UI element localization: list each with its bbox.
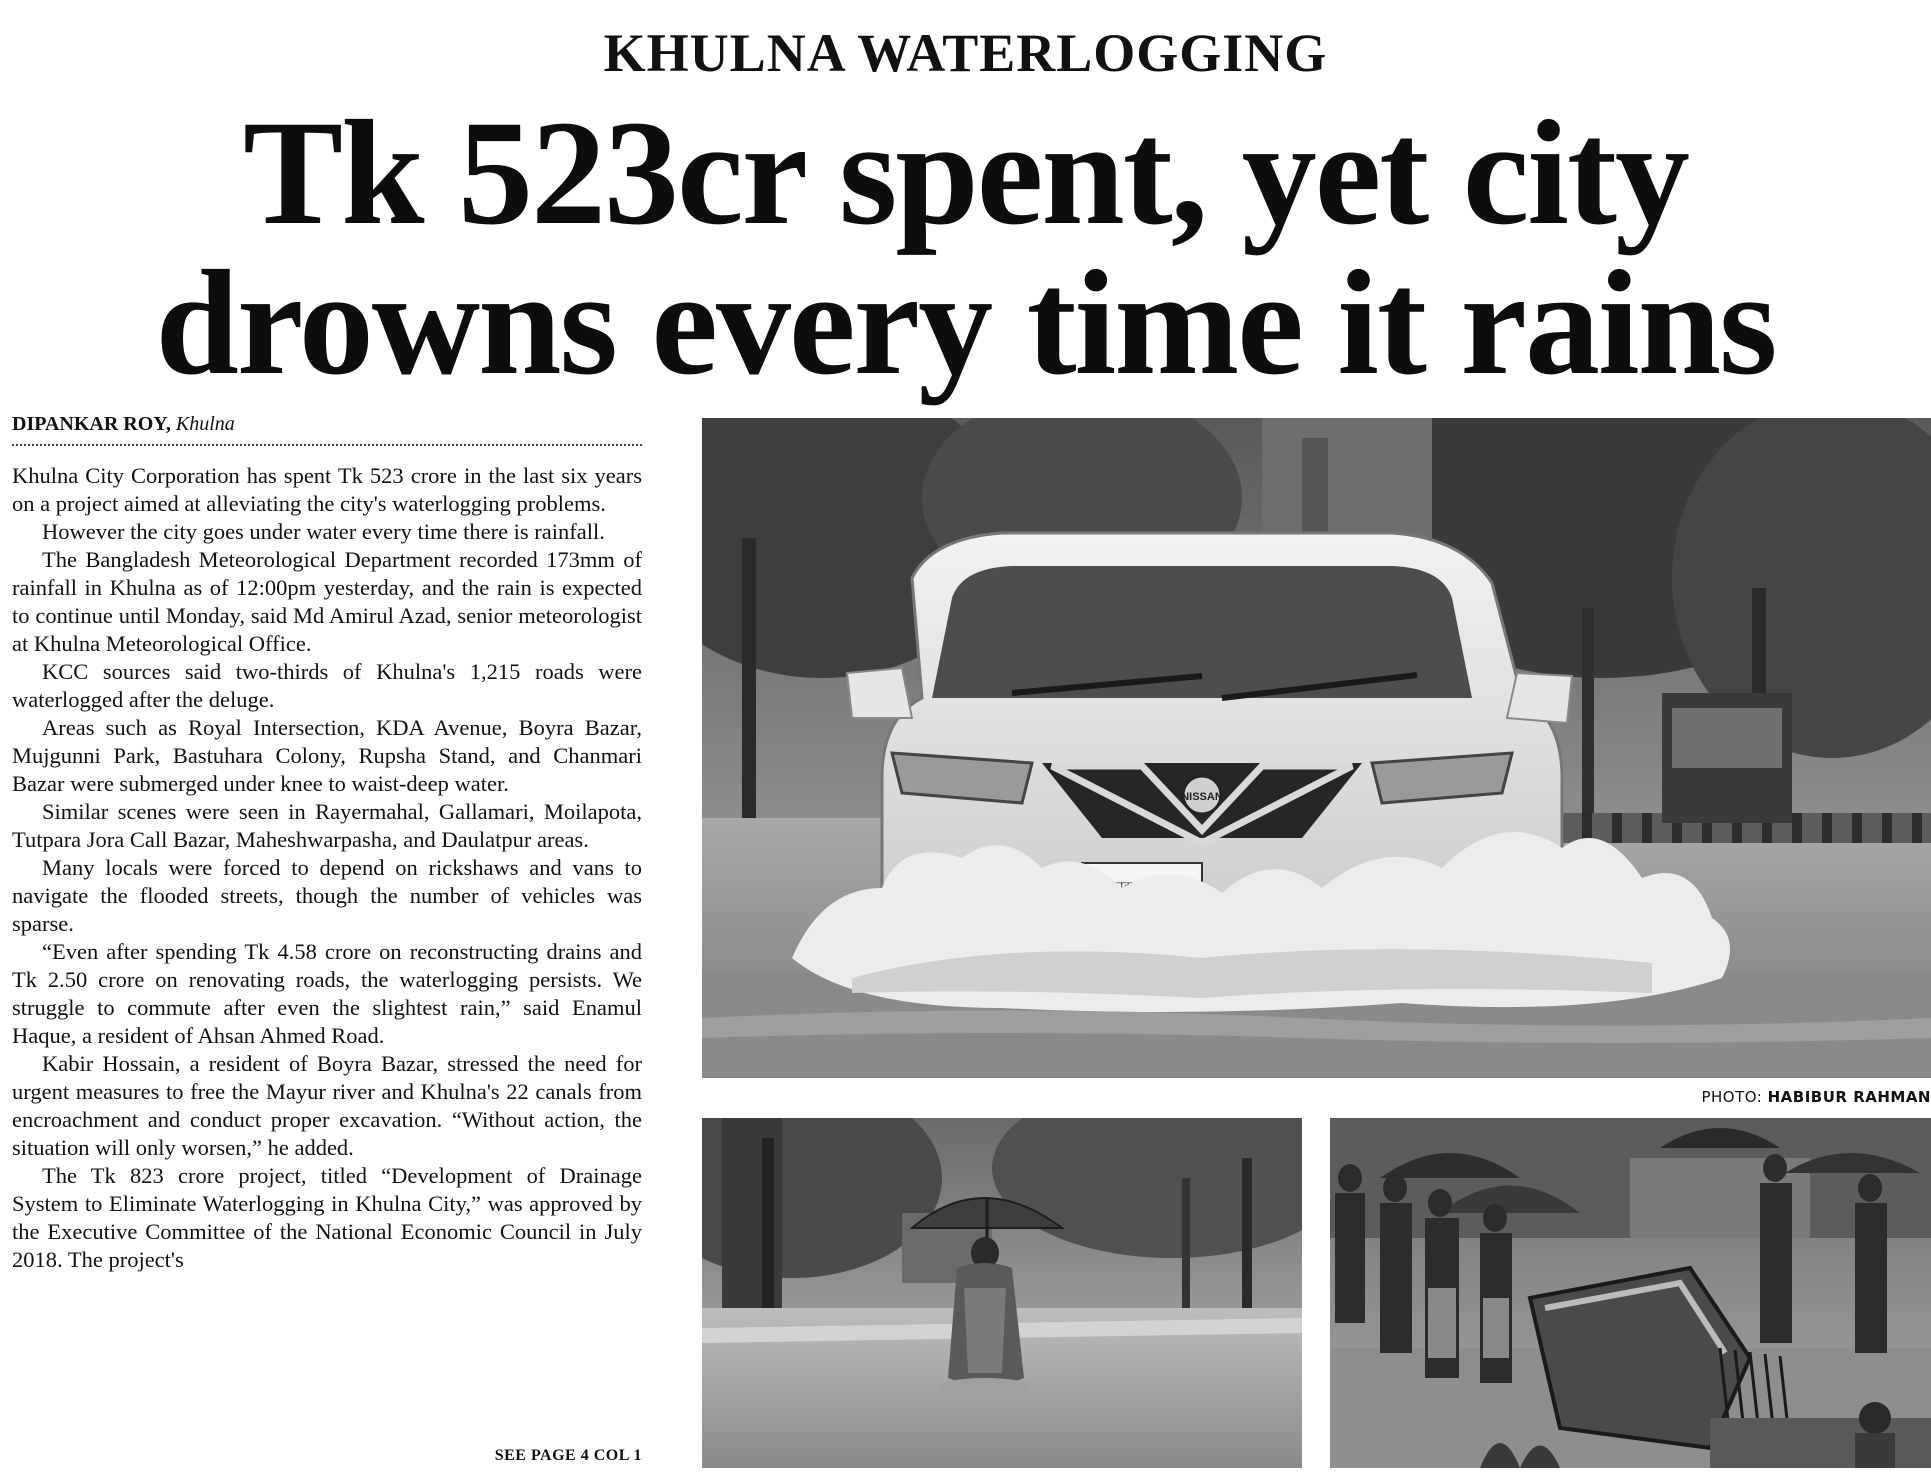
car-badge-text: NISSAN: [1181, 791, 1223, 803]
paragraph: The Tk 823 crore project, titled “Development of Drainage System to Eliminate Waterlogging in Khulna City,” was approved by the Executive Committee of the National Economic Council in July 2018. The project's: [12, 1163, 642, 1272]
paragraph: Similar scenes were seen in Rayermahal, Gallamari, Moilapota, Tutpara Jora Call Bazar, Maheshwarpasha, and Daulatpur areas.: [12, 799, 642, 852]
paragraph: Many locals were forced to depend on rickshaws and vans to navigate the flooded streets, though the number of vehicles was sparse.: [12, 855, 642, 936]
continuation-note: SEE PAGE 4 COL 1: [494, 1447, 642, 1464]
paragraph: Areas such as Royal Intersection, KDA Avenue, Boyra Bazar, Mujgunni Park, Bastuhara Colony, Rupsha Stand, and Chanmari Bazar were submerged under knee to waist-deep water.: [12, 715, 642, 796]
article-body: [12, 462, 642, 1462]
kicker-label: KHULNA WATERLOGGING: [603, 23, 1328, 83]
paragraph: However the city goes under water every time there is rainfall.: [42, 519, 605, 544]
headline-line-1: Tk 523cr spent, yet city: [243, 90, 1688, 256]
byline-author: DIPANKAR ROY,: [12, 413, 171, 435]
paragraph: “Even after spending Tk 4.58 crore on reconstructing drains and Tk 2.50 crore on renovating roads, the waterlogging persists. We struggle to commute after even the slightest rain,” said Enamul Haque, a resident of Ahsan Ahmed Road.: [12, 939, 642, 1048]
byline-location: Khulna: [175, 413, 235, 435]
byline: [12, 413, 642, 446]
photo-credit-label: PHOTO:: [1701, 1088, 1763, 1106]
main-photo: [702, 418, 1931, 1078]
paragraph: Kabir Hossain, a resident of Boyra Bazar, stressed the need for urgent measures to free the Mayur river and Khulna's 22 canals from encroachment and conduct proper excavation. “Without action, the situation will only worsen,” he added.: [12, 1051, 642, 1160]
headline-line-2: drowns every time it rains: [155, 240, 1776, 406]
paragraph: Khulna City Corporation has spent Tk 523 crore in the last six years on a project aimed at alleviating the city's waterlogging problems.: [12, 463, 642, 516]
photo-credit-name: HABIBUR RAHMAN: [1767, 1088, 1931, 1106]
paragraph: The Bangladesh Meteorological Department recorded 173mm of rainfall in Khulna as of 12:00pm yesterday, and the rain is expected to continue until Monday, said Md Amirul Azad, senior meteorologist at Khulna Meteorological Office.: [12, 547, 642, 656]
flooded-street-photo: [702, 1118, 1302, 1468]
headline: [0, 90, 1931, 406]
paragraph: KCC sources said two-thirds of Khulna's 1,215 roads were waterlogged after the deluge.: [12, 659, 642, 712]
photo-credit: [1500, 1088, 1931, 1106]
overturned-van-photo: [1330, 1118, 1931, 1468]
